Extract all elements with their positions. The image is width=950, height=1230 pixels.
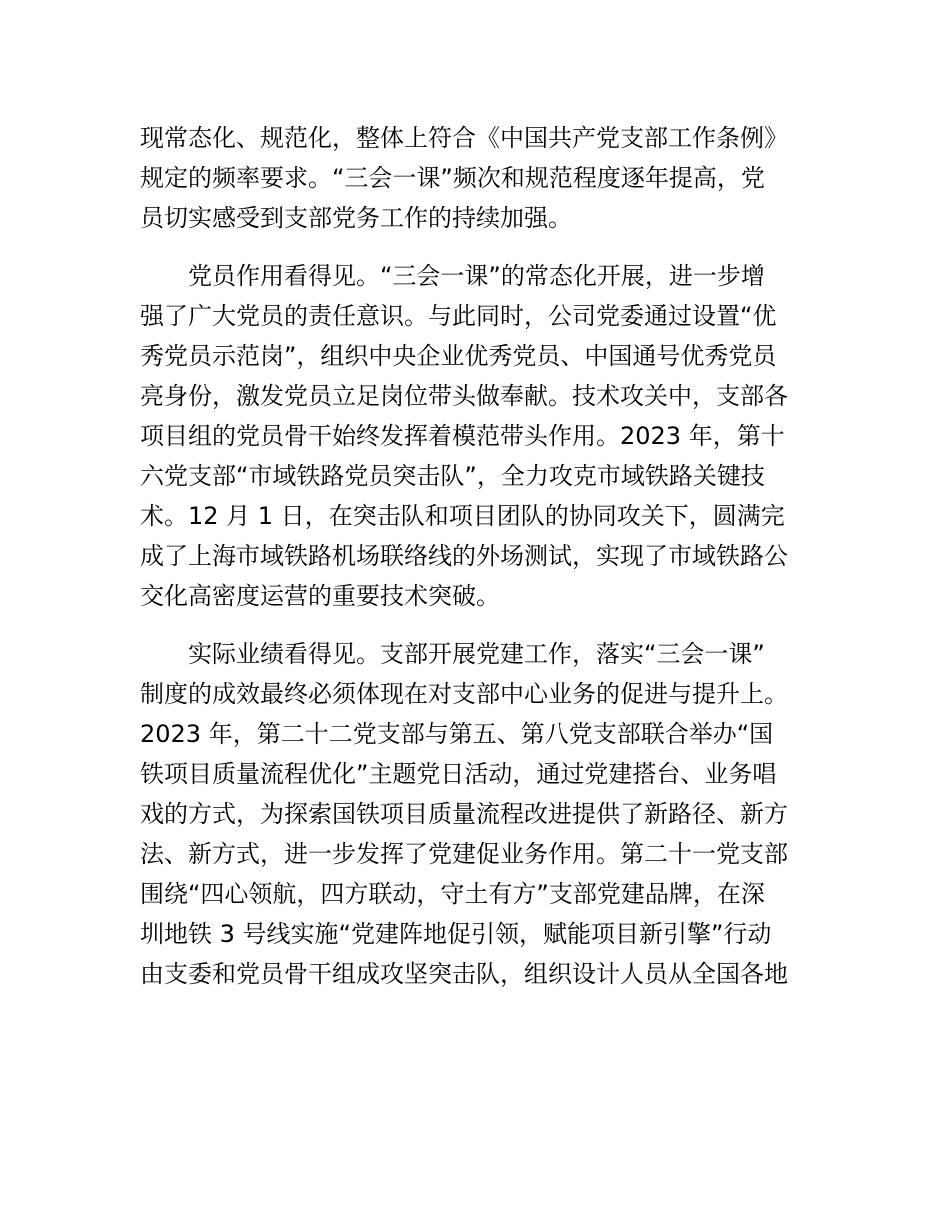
text-line: 规定的频率要求。“三会一课”频次和规范程度逐年提高，党 bbox=[140, 164, 765, 192]
text-line: 现常态化、规范化，整体上符合《中国共产党支部工作条例》 bbox=[140, 124, 788, 152]
text-line: 交化高密度运营的重要技术突破。 bbox=[140, 582, 500, 610]
text-line: 圳地铁 3 号线实施“党建阵地促引领，赋能项目新引擎”行动 bbox=[140, 920, 772, 948]
text-line: 围绕“四心领航，四方联动，守土有方”支部党建品牌，在深 bbox=[140, 880, 765, 908]
text-line: 党员作用看得见。“三会一课”的常态化开展，进一步增 bbox=[140, 262, 765, 290]
text-line: 法、新方式，进一步发挥了党建促业务作用。第二十一党支部 bbox=[140, 840, 788, 868]
paragraph-member-role bbox=[140, 256, 812, 616]
paragraph-actual-performance bbox=[140, 634, 812, 994]
text-line: 实际业绩看得见。支部开展党建工作，落实“三会一课” bbox=[140, 640, 765, 668]
paragraph-normalization bbox=[140, 118, 812, 238]
text-line: 六党支部“市域铁路党员突击队”，全力攻克市域铁路关键技 bbox=[140, 462, 765, 490]
text-line: 2023 年，第二十二党支部与第五、第八党支部联合举办“国 bbox=[140, 720, 774, 748]
text-line: 戏的方式，为探索国铁项目质量流程改进提供了新路径、新方 bbox=[140, 800, 788, 828]
text-line: 成了上海市域铁路机场联络线的外场测试，实现了市域铁路公 bbox=[140, 542, 788, 570]
text-line: 术。12 月 1 日，在突击队和项目团队的协同攻关下，圆满完 bbox=[140, 502, 785, 530]
text-line: 员切实感受到支部党务工作的持续加强。 bbox=[140, 204, 572, 232]
text-line: 亮身份，激发党员立足岗位带头做奉献。技术攻关中，支部各 bbox=[140, 382, 788, 410]
text-line: 项目组的党员骨干始终发挥着模范带头作用。2023 年，第十 bbox=[140, 422, 785, 450]
text-line: 制度的成效最终必须体现在对支部中心业务的促进与提升上。 bbox=[140, 680, 788, 708]
text-line: 由支委和党员骨干组成攻坚突击队，组织设计人员从全国各地 bbox=[140, 960, 788, 988]
text-line: 强了广大党员的责任意识。与此同时，公司党委通过设置“优 bbox=[140, 302, 777, 330]
text-line: 秀党员示范岗”，组织中央企业优秀党员、中国通号优秀党员 bbox=[140, 342, 777, 370]
text-line: 铁项目质量流程优化”主题党日活动，通过党建搭台、业务唱 bbox=[140, 760, 777, 788]
document-body bbox=[140, 118, 812, 994]
